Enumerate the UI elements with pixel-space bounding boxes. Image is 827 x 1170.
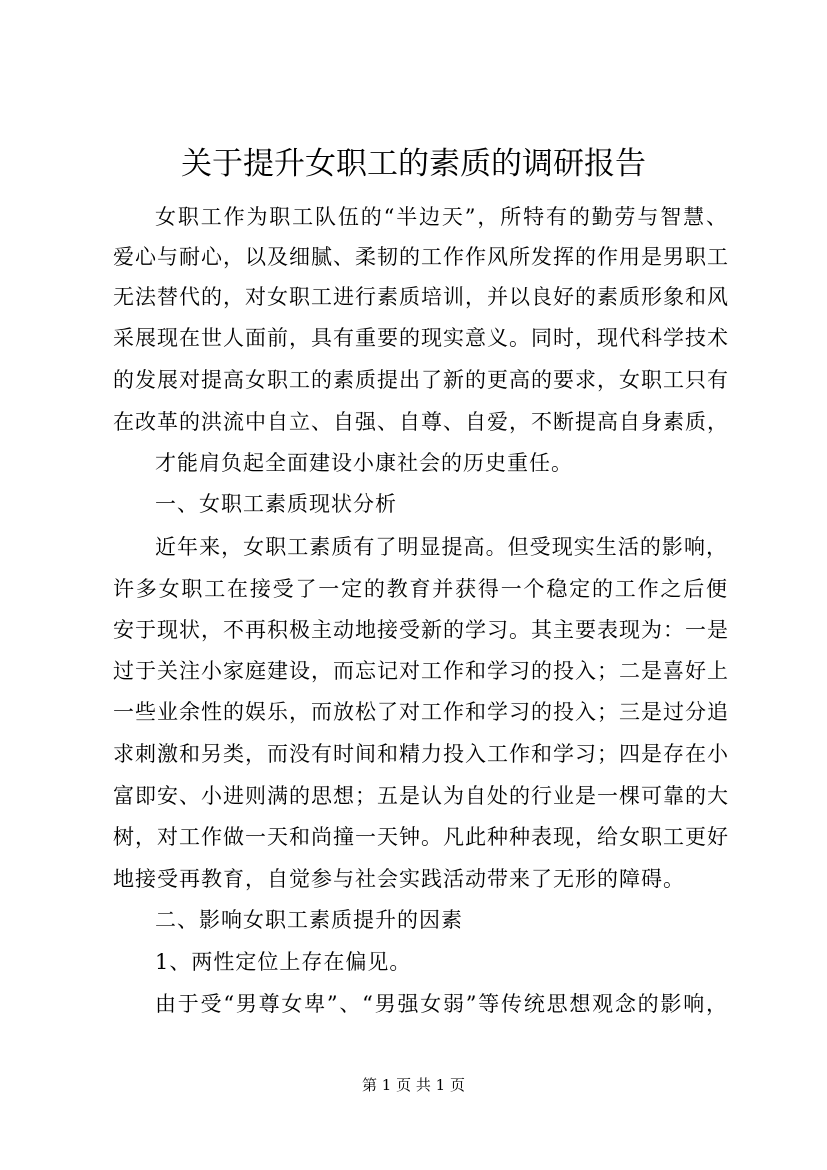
paragraph-line: 女职工作为职工队伍的“半边天”，所特有的勤劳与智慧、 xyxy=(155,205,728,229)
paragraph-line: 无法替代的，对女职工进行素质培训，并以良好的素质形象和风 xyxy=(113,285,729,309)
paragraph-line: 才能肩负起全面建设小康社会的历史重任。 xyxy=(155,451,573,475)
section-heading: 二、影响女职工素质提升的因素 xyxy=(155,908,463,932)
paragraph-line: 由于受“男尊女卑”、“男强女弱”等传统思想观念的影响， xyxy=(155,992,728,1016)
paragraph-line: 求刺激和另类，而没有时间和精力投入工作和学习；四是存在小 xyxy=(113,742,729,766)
paragraph-line: 富即安、小进则满的思想；五是认为自处的行业是一棵可靠的大 xyxy=(113,784,729,808)
paragraph-line: 树，对工作做一天和尚撞一天钟。凡此种种表现，给女职工更好 xyxy=(113,825,729,849)
paragraph-line: 一些业余性的娱乐，而放松了对工作和学习的投入；三是过分追 xyxy=(113,700,729,724)
paragraph-line: 地接受再教育，自觉参与社会实践活动带来了无形的障碍。 xyxy=(113,867,685,891)
page-footer: 第 1 页 共 1 页 xyxy=(362,1076,465,1094)
section-heading: 一、女职工素质现状分析 xyxy=(155,492,397,516)
paragraph-line: 的发展对提高女职工的素质提出了新的更高的要求，女职工只有 xyxy=(113,368,729,392)
paragraph-line: 安于现状，不再积极主动地接受新的学习。其主要表现为：一是 xyxy=(113,618,729,642)
document-title: 关于提升女职工的素质的调研报告 xyxy=(181,146,646,182)
subsection-heading: 1、两性定位上存在偏见。 xyxy=(155,950,412,974)
paragraph-line: 爱心与耐心，以及细腻、柔韧的工作作风所发挥的作用是男职工 xyxy=(113,245,729,269)
paragraph-line: 在改革的洪流中自立、自强、自尊、自爱，不断提高自身素质， xyxy=(113,410,729,434)
paragraph-line: 采展现在世人面前，具有重要的现实意义。同时，现代科学技术 xyxy=(113,326,729,350)
paragraph-line: 过于关注小家庭建设，而忘记对工作和学习的投入；二是喜好上 xyxy=(113,659,729,683)
paragraph-line: 许多女职工在接受了一定的教育并获得一个稳定的工作之后便 xyxy=(113,577,728,601)
paragraph-line: 近年来，女职工素质有了明显提高。但受现实生活的影响， xyxy=(155,535,728,559)
